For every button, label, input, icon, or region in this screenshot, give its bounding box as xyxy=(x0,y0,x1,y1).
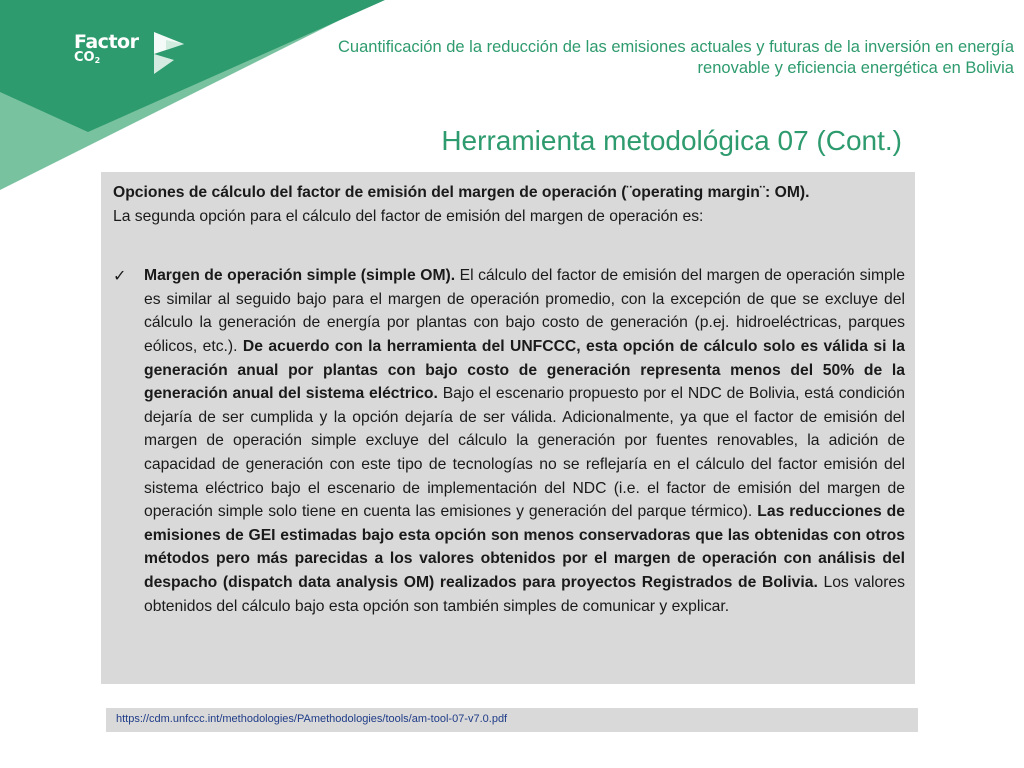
bullet-heading: Margen de operación simple (simple OM). xyxy=(144,267,456,285)
intro-text: La segunda opción para el cálculo del factor de emisión del margen de operación es: xyxy=(113,207,704,225)
logo-co2-text: CO xyxy=(74,50,95,65)
checkmark-icon: ✓ xyxy=(113,268,127,286)
content-box xyxy=(101,172,915,684)
logo-mark-icon xyxy=(152,30,186,76)
bullet-text-1: El cálculo del factor de emisión del margen de operación simple es similar al seguido bajo para el margen de operación promedio, con la excepción de que se excluye del cálculo la generación de energía por plantas con bajo costo de generación (p.ej. hidroeléctricas, parques eólicos, etc.). xyxy=(144,267,905,355)
bullet-bold-2: Las reducciones de emisiones de GEI estimadas bajo esta opción son menos conservadoras que las obtenidas con otros métodos pero más parecidas a los valores obtenidos por el margen de operación con análisis del despacho (dispatch data analysis OM) realizados para proyectos Registrados de Bolivia. xyxy=(144,503,905,591)
logo-co2 xyxy=(74,52,138,67)
reference-link[interactable]: https://cdm.unfccc.int/methodologies/PAmethodologies/tools/am-tool-07-v7.0.pdf xyxy=(116,713,508,725)
logo-word: Factor xyxy=(74,31,139,53)
bullet-text-2: Bajo el escenario propuesto por el NDC de Bolivia, está condición dejaría de ser cumplida y la opción dejaría de ser válida. Adicionalmente, ya que el factor de emisión del margen de operación simple excluye del cálculo la generación por fuentes renovables, la adición de capacidad de generación con este tipo de tecnologías no se reflejaría en el cálculo del factor emisión del sistema eléctrico bajo el escenario de implementación del NDC (i.e. el factor de emisión del margen de operación simple solo tiene en cuenta las emisiones y generación del parque térmico). xyxy=(144,385,905,521)
content-text xyxy=(113,181,905,618)
reference-box xyxy=(106,708,918,732)
intro-paragraph xyxy=(113,181,905,228)
slide-title: Herramienta metodológica 07 (Cont.) xyxy=(441,125,902,156)
logo-co2-sub: 2 xyxy=(94,56,101,65)
bullet-text-3: Los valores obtenidos del cálculo bajo esta opción son también simples de comunicar y explicar. xyxy=(144,573,905,615)
bullet-bold-1: De acuerdo con la herramienta del UNFCCC, esta opción de cálculo solo es válida si la generación anual por plantas con bajo costo de generación representa menos del 50% de la generación anual del sistema eléctrico. xyxy=(144,337,905,403)
bullet-simple-om xyxy=(113,264,905,618)
intro-bold: Opciones de cálculo del factor de emisión del margen de operación (¨operating margin¨: OM). xyxy=(113,184,810,201)
factor-co2-logo xyxy=(74,32,138,67)
header-title: Cuantificación de la reducción de las emisiones actuales y futuras de la inversión en energía renovable y eficiencia energética en Bolivia xyxy=(338,38,1014,77)
